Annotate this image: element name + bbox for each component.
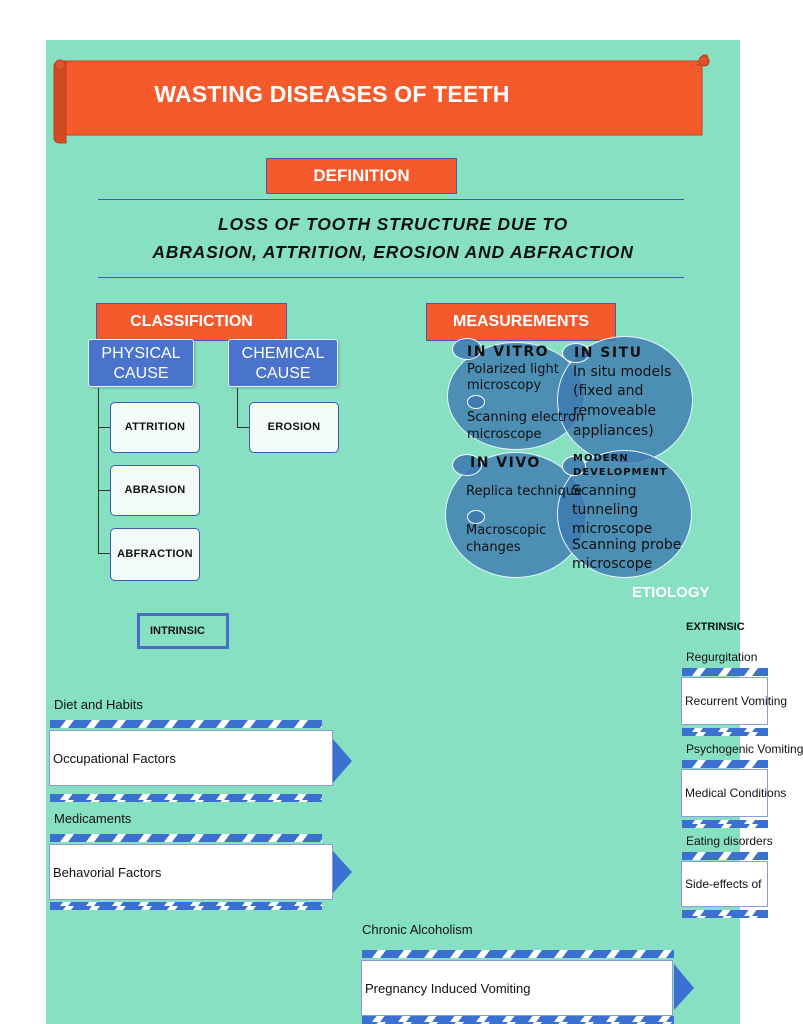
connector-attrition	[98, 427, 110, 428]
extrinsic-heading-3: Eating disorders	[686, 834, 773, 848]
etiology-label: ETIOLOGY	[632, 584, 710, 601]
definition-label: DEFINITION	[266, 158, 457, 194]
extrinsic-card-3: Side-effects of	[681, 861, 768, 907]
physical-cause-line-1: PHYSICAL	[101, 345, 181, 362]
chemical-cause-line-2: CAUSE	[255, 365, 311, 382]
attrition-box: ATTRITION	[110, 402, 200, 453]
in-vitro-item-2: microscopy	[467, 378, 542, 393]
definition-bottom-rule	[98, 277, 684, 278]
physical-connector-vertical	[98, 388, 99, 554]
extrinsic-heading-2: Psychogenic Vomiting	[686, 742, 803, 756]
intrinsic-card-3: Pregnancy Induced Vomiting	[361, 960, 673, 1016]
banner-title: WASTING DISEASES OF TEETH	[154, 81, 510, 107]
in-vivo-item-3: changes	[466, 540, 521, 555]
in-situ-item-3: removeable	[573, 403, 657, 419]
intrinsic-card-2: Behavorial Factors	[49, 844, 333, 900]
in-vivo-sub-bullet	[467, 510, 485, 524]
intrinsic-heading-3: Chronic Alcoholism	[362, 922, 473, 937]
chemical-cause-box	[228, 339, 338, 387]
in-situ-item-1: In situ models	[573, 364, 672, 380]
modern-item-1: Scanning	[572, 483, 637, 499]
abfraction-box: ABFRACTION	[110, 528, 200, 581]
in-situ-title: IN SITU	[574, 345, 643, 361]
extrinsic-label: EXTRINSIC	[686, 621, 745, 633]
intrinsic-label: INTRINSIC	[137, 613, 229, 649]
modern-title-line-2: DEVELOPMENT	[573, 467, 668, 478]
modern-title-line-1: MODERN	[573, 453, 629, 464]
chemical-cause-line-1: CHEMICAL	[241, 345, 325, 362]
extrinsic-card-2: Medical Conditions	[681, 769, 768, 817]
definition-top-rule	[98, 199, 684, 200]
classification-label: CLASSIFICTION	[96, 303, 287, 341]
erosion-box: EROSION	[249, 402, 339, 453]
intrinsic-heading-1: Diet and Habits	[54, 697, 143, 712]
abrasion-box: ABRASION	[110, 465, 200, 516]
extrinsic-card-1: Recurrent Vomiting	[681, 677, 768, 725]
extrinsic-heading-1: Regurgitation	[686, 650, 758, 664]
modern-item-4: Scanning probe	[572, 537, 682, 553]
in-vivo-title: IN VIVO	[470, 455, 541, 471]
measurements-label: MEASUREMENTS	[426, 303, 616, 341]
in-vivo-item-2: Macroscopic	[466, 523, 547, 538]
modern-item-5: microscope	[572, 556, 653, 572]
in-vivo-item-1: Replica technique	[466, 484, 582, 499]
in-situ-item-4: appliances)	[573, 423, 654, 439]
in-situ-item-2: (fixed and	[573, 383, 644, 399]
connector-abrasion	[98, 490, 110, 491]
connector-erosion	[237, 427, 249, 428]
in-vitro-item-1: Polarized light	[467, 362, 559, 377]
physical-cause-line-2: CAUSE	[113, 365, 169, 382]
physical-cause-box	[88, 339, 194, 387]
in-vitro-item-3: Scanning electron	[467, 410, 585, 425]
in-vitro-title: IN VITRO	[467, 344, 550, 360]
in-vitro-sub-bullet	[467, 395, 485, 409]
chemical-connector-vertical	[237, 388, 238, 427]
in-vitro-item-4: microscope	[467, 427, 542, 442]
intrinsic-heading-2: Medicaments	[54, 811, 132, 826]
intrinsic-card-1: Occupational Factors	[49, 730, 333, 786]
modern-item-2: tunneling	[572, 502, 639, 518]
definition-line-1: LOSS OF TOOTH STRUCTURE DUE TO	[217, 214, 569, 234]
connector-abfraction	[98, 553, 110, 554]
modern-item-3: microscope	[572, 521, 653, 537]
definition-line-2: ABRASION, ATTRITION, EROSION AND ABFRACTION	[152, 242, 634, 262]
